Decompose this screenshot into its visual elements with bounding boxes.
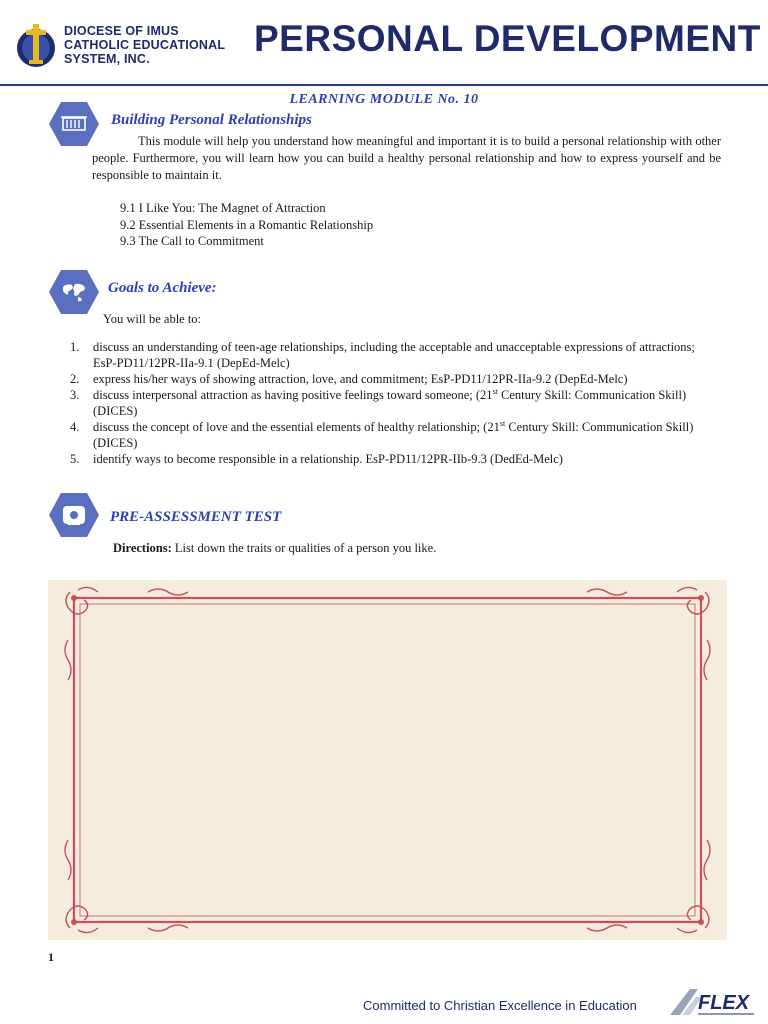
- header-divider: [0, 84, 768, 86]
- directions-text: List down the traits or qualities of a person you like.: [171, 541, 437, 555]
- list-item: 1. discuss an understanding of teen-age relationships, including the acceptable and unacceptable expressions of attractions; EsP-PD11/12PR-IIa-9.1 (DepEd-Melc): [70, 340, 695, 370]
- section-title-pre-assessment: PRE-ASSESSMENT TEST: [110, 509, 282, 525]
- section-title-building-relationships: Building Personal Relationships: [111, 112, 312, 128]
- globe-icon: [48, 269, 100, 315]
- footer-tagline: Committed to Christian Excellence in Education: [363, 998, 637, 1013]
- list-item: 3. discuss interpersonal attraction as having positive feelings toward someone; (21st Century Skill: Communication Skill) (DICES): [70, 386, 687, 418]
- page-number: 1: [48, 950, 54, 964]
- topic-item: 9.3 The Call to Commitment: [120, 234, 264, 248]
- topic-item: 9.1 I Like You: The Magnet of Attraction: [120, 201, 326, 215]
- goals-lead: You will be able to:: [103, 312, 202, 326]
- topic-list: [120, 200, 373, 250]
- flex-logo-text: FLEX: [698, 992, 750, 1014]
- flex-logo: [668, 985, 756, 1019]
- answer-frame[interactable]: [48, 580, 727, 940]
- org-line-2: CATHOLIC EDUCATIONAL: [64, 38, 226, 52]
- org-line-1: DIOCESE OF IMUS: [64, 24, 179, 38]
- intro-paragraph: [92, 133, 721, 184]
- section-title-goals: Goals to Achieve:: [108, 280, 217, 296]
- goals-list: [70, 339, 720, 467]
- document-title: PERSONAL DEVELOPMENT: [254, 18, 761, 59]
- intro-text: This module will help you understand how meaningful and important it is to build a personal relationship with other people. Furthermore, you will learn how you can build a healthy personal relationship and how to express yourself and be responsible to maintain it.: [92, 134, 721, 182]
- list-item: 2. express his/her ways of showing attraction, love, and commitment; EsP-PD11/12PR-IIa-9.2 (DepEd-Melc): [70, 372, 628, 386]
- organization-name: [64, 24, 225, 66]
- directions-label: Directions:: [113, 541, 172, 555]
- list-item: 5. identify ways to become responsible in a relationship. EsP-PD11/12PR-IIb-9.3 (DedEd-Melc): [70, 452, 563, 466]
- test-icon: [48, 492, 100, 538]
- diocese-logo: [14, 20, 58, 70]
- org-line-3: SYSTEM, INC.: [64, 52, 150, 66]
- topic-item: 9.2 Essential Elements in a Romantic Relationship: [120, 217, 374, 232]
- directions: [113, 541, 436, 556]
- list-item: 4. discuss the concept of love and the essential elements of healthy relationship; (21st Century Skill: Communication Skill) (DICES): [70, 418, 694, 450]
- module-label: LEARNING MODULE No. 10: [289, 92, 479, 107]
